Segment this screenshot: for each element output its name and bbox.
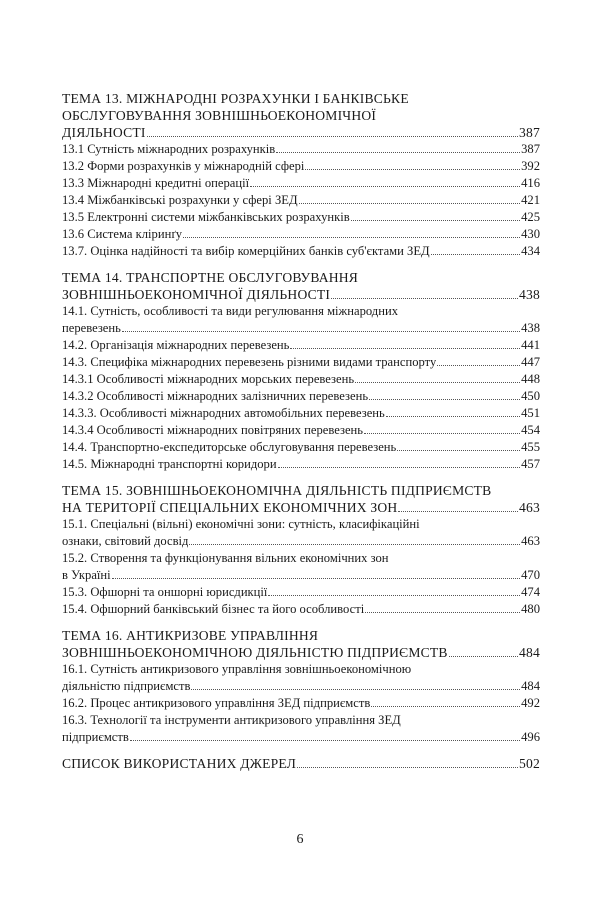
page-ref: 421 bbox=[521, 193, 540, 207]
entry-title: 13.7. Оцінка надійності та вибір комерційних банків суб'єктами ЗЕД bbox=[62, 244, 430, 258]
dot-leader bbox=[437, 365, 520, 366]
dot-leader bbox=[355, 382, 520, 383]
page-ref: 496 bbox=[521, 730, 540, 744]
toc-entry[interactable] bbox=[62, 388, 540, 405]
references-title: СПИСОК ВИКОРИСТАНИХ ДЖЕРЕЛ bbox=[62, 756, 297, 771]
page-ref: 387 bbox=[519, 125, 540, 140]
page-ref: 474 bbox=[521, 585, 540, 599]
dot-leader bbox=[276, 152, 520, 153]
toc-entry[interactable] bbox=[62, 226, 540, 243]
toc-entry[interactable] bbox=[62, 456, 540, 473]
dot-leader bbox=[297, 767, 518, 768]
entry-title-line-1: 14.1. Сутність, особливості та види регулювання міжнародних bbox=[62, 304, 398, 318]
topic-16 bbox=[62, 627, 540, 746]
toc-entry[interactable] bbox=[62, 354, 540, 371]
entry-title-line-1: 16.3. Технології та інструменти антикризового управління ЗЕД bbox=[62, 713, 401, 727]
page-ref: 441 bbox=[521, 338, 540, 352]
entry-title-line-1: 15.2. Створення та функціонування вільних економічних зон bbox=[62, 551, 389, 565]
topic-15-title-line-2: НА ТЕРИТОРІЇ СПЕЦІАЛЬНИХ ЕКОНОМІЧНИХ ЗОН bbox=[62, 500, 398, 515]
dot-leader bbox=[268, 595, 520, 596]
toc-entry[interactable] bbox=[62, 695, 540, 712]
page-ref: 480 bbox=[521, 602, 540, 616]
entry-title: 14.3.2 Особливості міжнародних залізничних перевезень bbox=[62, 389, 369, 403]
page-ref: 451 bbox=[521, 406, 540, 420]
page-ref: 438 bbox=[519, 287, 540, 302]
page-ref: 447 bbox=[521, 355, 540, 369]
page-ref: 455 bbox=[521, 440, 540, 454]
toc-entry-references[interactable] bbox=[62, 755, 540, 772]
page-ref: 484 bbox=[519, 645, 540, 660]
entry-title-line-2: ознаки, світовий досвід bbox=[62, 534, 189, 548]
toc-entry[interactable] bbox=[62, 729, 540, 746]
toc-entry[interactable] bbox=[62, 320, 540, 337]
page-ref: 463 bbox=[519, 500, 540, 515]
dot-leader bbox=[189, 544, 520, 545]
entry-title-line-2: підприємств bbox=[62, 730, 129, 744]
toc-entry[interactable] bbox=[62, 192, 540, 209]
entry-title-line-2: перевезень bbox=[62, 321, 121, 335]
entry-title: 13.2 Форми розрахунків у міжнародній сфері bbox=[62, 159, 305, 173]
toc-entry[interactable] bbox=[62, 243, 540, 260]
page-ref: 430 bbox=[521, 227, 540, 241]
entry-title-line-1: 15.1. Спеціальні (вільні) економічні зони: сутність, класифікаційні bbox=[62, 517, 420, 531]
topic-14 bbox=[62, 269, 540, 473]
page-ref: 492 bbox=[521, 696, 540, 710]
page-ref: 454 bbox=[521, 423, 540, 437]
toc-entry[interactable] bbox=[62, 124, 540, 141]
page-ref: 450 bbox=[521, 389, 540, 403]
toc-entry[interactable] bbox=[62, 644, 540, 661]
dot-leader bbox=[364, 433, 520, 434]
entry-title: 13.5 Електронні системи міжбанківських розрахунків bbox=[62, 210, 350, 224]
page-ref: 425 bbox=[521, 210, 540, 224]
dot-leader bbox=[431, 254, 521, 255]
dot-leader bbox=[397, 450, 520, 451]
toc-entry[interactable] bbox=[62, 567, 540, 584]
page-ref: 438 bbox=[521, 321, 540, 335]
toc-entry[interactable] bbox=[62, 209, 540, 226]
dot-leader bbox=[449, 656, 518, 657]
entry-title: 14.3.4 Особливості міжнародних повітряних перевезень bbox=[62, 423, 364, 437]
topic-16-title-line-1: ТЕМА 16. АНТИКРИЗОВЕ УПРАВЛІННЯ bbox=[62, 628, 319, 643]
entry-title: 15.3. Офшорні та оншорні юрисдикції bbox=[62, 585, 268, 599]
page-ref: 434 bbox=[521, 244, 540, 258]
entry-title: 14.3.3. Особливості міжнародних автомобільних перевезень bbox=[62, 406, 385, 420]
page-ref: 484 bbox=[521, 679, 540, 693]
dot-leader bbox=[130, 740, 520, 741]
toc-entry[interactable] bbox=[62, 141, 540, 158]
entry-title: 13.1 Сутність міжнародних розрахунків bbox=[62, 142, 276, 156]
page-ref: 502 bbox=[519, 756, 540, 771]
dot-leader bbox=[299, 203, 521, 204]
page-ref: 470 bbox=[521, 568, 540, 582]
toc-entry[interactable] bbox=[62, 405, 540, 422]
topic-13-title-line-1: ТЕМА 13. МІЖНАРОДНІ РОЗРАХУНКИ І БАНКІВСЬКЕ bbox=[62, 91, 409, 106]
page-number: 6 bbox=[296, 832, 304, 847]
entry-title: 14.3.1 Особливості міжнародних морських перевезень bbox=[62, 372, 355, 386]
toc-entry[interactable] bbox=[62, 286, 540, 303]
page-ref: 387 bbox=[521, 142, 540, 156]
dot-leader bbox=[290, 348, 520, 349]
page-ref: 463 bbox=[521, 534, 540, 548]
toc-entry[interactable] bbox=[62, 158, 540, 175]
dot-leader bbox=[386, 416, 520, 417]
topic-13-title-line-2: ОБСЛУГОВУВАННЯ ЗОВНІШНЬОЕКОНОМІЧНОЇ bbox=[62, 108, 377, 123]
dot-leader bbox=[351, 220, 520, 221]
entry-title-line-2: діяльністю підприємств bbox=[62, 679, 191, 693]
page-ref: 416 bbox=[521, 176, 540, 190]
topic-15-title-line-1: ТЕМА 15. ЗОВНІШНЬОЕКОНОМІЧНА ДІЯЛЬНІСТЬ ПІДПРИЄМСТВ bbox=[62, 483, 492, 498]
toc-entry[interactable] bbox=[62, 584, 540, 601]
dot-leader bbox=[250, 186, 520, 187]
dot-leader bbox=[371, 706, 520, 707]
entry-title: 13.4 Міжбанківські розрахунки у сфері ЗЕД bbox=[62, 193, 298, 207]
toc-entry[interactable] bbox=[62, 175, 540, 192]
entry-title: 14.5. Міжнародні транспортні коридори bbox=[62, 457, 277, 471]
page-ref: 457 bbox=[521, 457, 540, 471]
dot-leader bbox=[183, 237, 520, 238]
topic-16-title-line-2: ЗОВНІШНЬОЕКОНОМІЧНОЮ ДІЯЛЬНІСТЮ ПІДПРИЄМСТВ bbox=[62, 645, 448, 660]
dot-leader bbox=[305, 169, 520, 170]
entry-title: 16.2. Процес антикризового управління ЗЕД підприємств bbox=[62, 696, 371, 710]
entry-title: 14.2. Організація міжнародних перевезень bbox=[62, 338, 290, 352]
dot-leader bbox=[365, 612, 520, 613]
dot-leader bbox=[122, 331, 520, 332]
entry-title: 13.6 Система кліринґу bbox=[62, 227, 183, 241]
topic-13-title-line-3: ДІЯЛЬНОСТІ bbox=[62, 125, 146, 140]
toc-entry[interactable] bbox=[62, 678, 540, 695]
table-of-contents bbox=[62, 90, 540, 772]
dot-leader bbox=[398, 511, 518, 512]
dot-leader bbox=[369, 399, 520, 400]
toc-entry[interactable] bbox=[62, 601, 540, 618]
entry-title: 14.3. Специфіка міжнародних перевезень різними видами транспорту bbox=[62, 355, 437, 369]
topic-15 bbox=[62, 482, 540, 618]
toc-entry[interactable] bbox=[62, 422, 540, 439]
toc-entry[interactable] bbox=[62, 533, 540, 550]
toc-entry[interactable] bbox=[62, 499, 540, 516]
entry-title: 15.4. Офшорний банківський бізнес та його особливості bbox=[62, 602, 365, 616]
toc-entry[interactable] bbox=[62, 371, 540, 388]
entry-title: 14.4. Транспортно-експедиторське обслуговування перевезень bbox=[62, 440, 397, 454]
topic-14-title-line-2: ЗОВНІШНЬОЕКОНОМІЧНОЇ ДІЯЛЬНОСТІ bbox=[62, 287, 331, 302]
dot-leader bbox=[191, 689, 520, 690]
entry-title-line-2: в Україні bbox=[62, 568, 111, 582]
dot-leader bbox=[147, 136, 518, 137]
entry-title: 13.3 Міжнародні кредитні операції bbox=[62, 176, 250, 190]
topic-13 bbox=[62, 90, 540, 260]
page-ref: 392 bbox=[521, 159, 540, 173]
entry-title-line-1: 16.1. Сутність антикризового управління зовнішньоекономічною bbox=[62, 662, 412, 676]
toc-entry[interactable] bbox=[62, 439, 540, 456]
toc-entry[interactable] bbox=[62, 337, 540, 354]
topic-14-title-line-1: ТЕМА 14. ТРАНСПОРТНЕ ОБСЛУГОВУВАННЯ bbox=[62, 270, 359, 285]
dot-leader bbox=[331, 298, 518, 299]
dot-leader bbox=[278, 467, 521, 468]
dot-leader bbox=[112, 578, 520, 579]
page-ref: 448 bbox=[521, 372, 540, 386]
